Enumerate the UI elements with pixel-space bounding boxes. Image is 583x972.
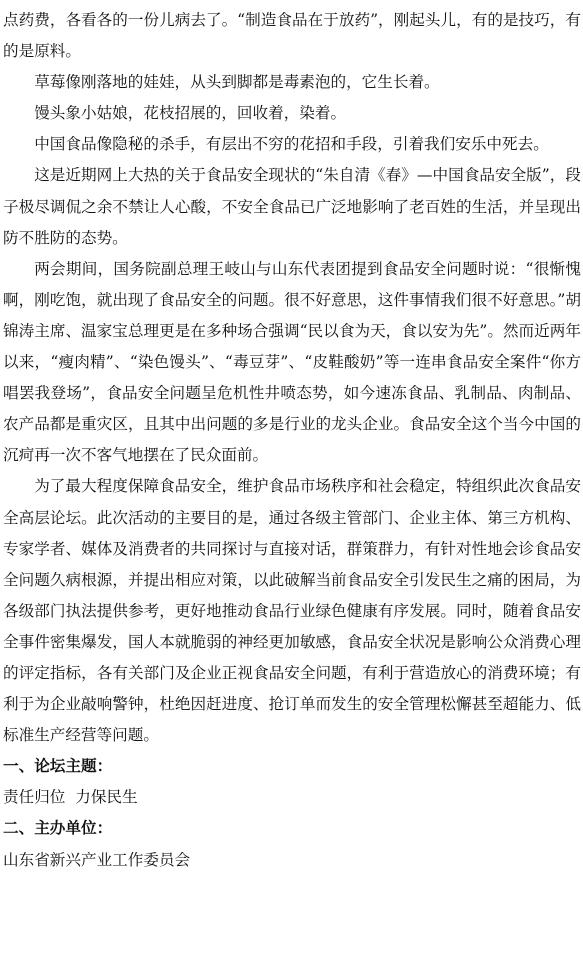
paragraph-strawberry: 草莓像刚落地的娃娃，从头到脚都是毒素泡的，它生长着。 <box>34 73 440 92</box>
section-body-theme: 责任归位 力保民生 <box>3 788 138 807</box>
section-heading-theme: 一、论坛主题： <box>3 757 113 776</box>
paragraph-purpose: 为了最大程度保障食品安全，维护食品市场秩序和社会稳定，特组织此次食品安全高层论坛。此次活动的主要目的是，通过各级主管部门、企业主体、第三方机构、专家学者、媒体及消费者的共同探讨与直接对话，群策群力，有针对性地会诊食品安全问题久病根源，并提出相应对策，以此破解当前食品安全引发民生之痛的困局，为各级部门执法提供参考，更好地推动食品行业绿色健康有序发展。同时，随着食品安全事件密集爆发，国人本就脆弱的神经更加敏感，食品安全状况是影响公众消费心理的评定指标，各有关部门及企业正视食品安全问题，有利于营造放心的消费环境；有利于为企业敲响警钟，杜绝因赶进度、抢订单而发生的安全管理松懈甚至超能力、低标准生产经营等问题。 <box>3 477 581 745</box>
section-body-organizer: 山东省新兴产业工作委员会 <box>3 850 191 869</box>
paragraph-intro: 这是近期网上大热的关于食品安全现状的“朱自清《春》—中国食品安全版”，段子极尽调侃之余不禁让人心酸，不安全食品已广泛地影响了老百姓的生活，并呈现出防不胜防的态势。 <box>3 166 581 247</box>
paragraph-two-sessions: 两会期间，国务院副总理王岐山与山东代表团提到食品安全问题时说：“很惭愧啊，刚吃饱，就出现了食品安全的问题。很不好意思，这件事情我们很不好意思。”胡锦涛主席、温家宝总理更是在多种场合强调“民以食为天，食以安为先”。然而近两年以来，“瘦肉精”、“染色馒头”、“毒豆芽”、“皮鞋酸奶”等一连串食品安全案件“你方唱罢我登场”，食品安全问题呈危机性井喷态势，如今速冻食品、乳制品、肉制品、农产品都是重灾区，且其中出问题的多是行业的龙头企业。食品安全这个当今中国的沉疴再一次不客气地摆在了民众面前。 <box>3 259 581 465</box>
paragraph-continuation: 点药费，各看各的一份儿病去了。“制造食品在于放药”，刚起头儿，有的是技巧，有的是原料。 <box>3 11 581 61</box>
paragraph-mantou: 馒头象小姑娘，花枝招展的，回收着，染着。 <box>34 104 347 123</box>
paragraph-killer: 中国食品像隐秘的杀手，有层出不穷的花招和手段，引着我们安乐中死去。 <box>34 135 549 154</box>
section-heading-organizer: 二、主办单位： <box>3 819 113 838</box>
